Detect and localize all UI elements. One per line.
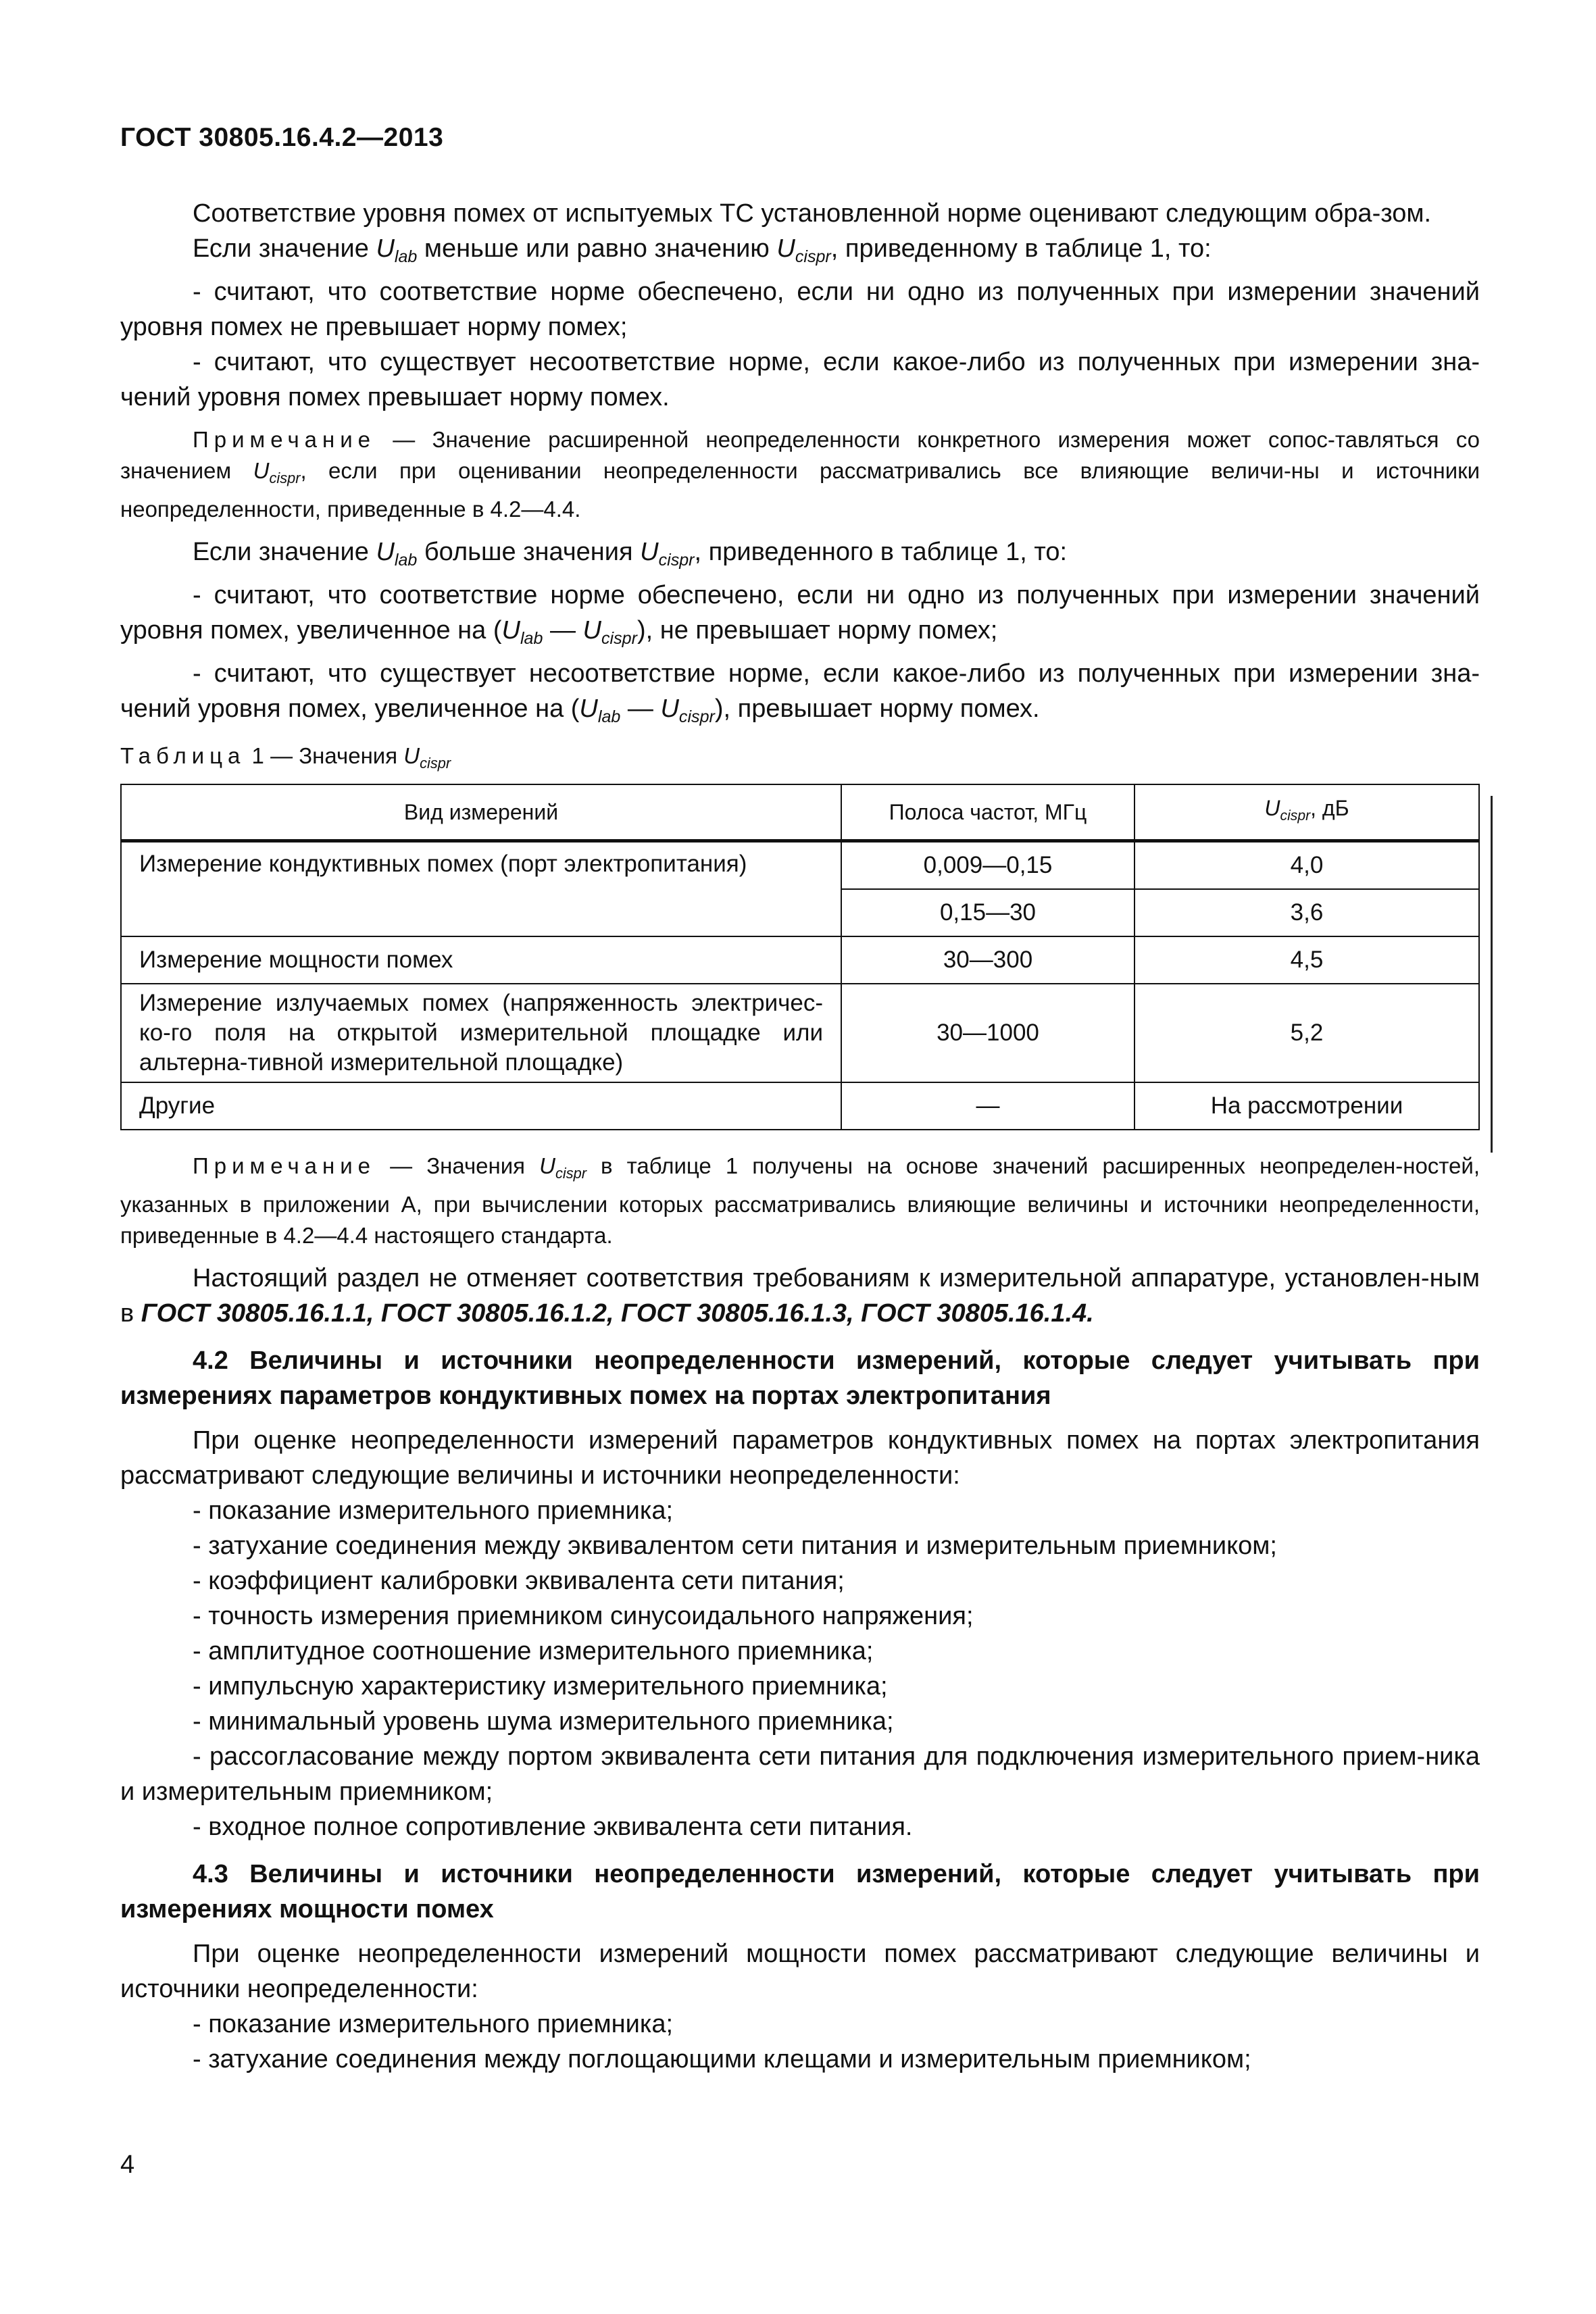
paragraph: - считают, что соответствие норме обеспечено, если ни одно из полученных при измерении значений уровня помех не превышает норму помех; [120, 278, 1480, 342]
table-row [121, 1082, 1479, 1130]
table-caption: Таблица 1 — Значения $U_{cispr}$ [120, 743, 451, 772]
table-cell: 0,009—0,15 [841, 841, 1134, 890]
paragraph: - считают, что существует несоответствие норме, если какое-либо из полученных при измерении зна-чений уровня помех, увеличенное на ($U_{lab}$ — $U_{cispr}$), превышает норму помех. [120, 659, 1480, 727]
paragraph: При оценке неопределенности измерений мощности помех рассматривают следующие величины и источники неопределенности: [120, 1939, 1480, 2003]
document-body [120, 196, 1480, 2077]
table-cell: 4,5 [1134, 936, 1479, 984]
table-cell: На рассмотрении [1134, 1082, 1479, 1130]
paragraph: Если значение $U_{lab}$ меньше или равно значению $U_{cispr}$, приведенному в таблице 1, то: [193, 234, 1212, 267]
list-item: - минимальный уровень шума измерительного приемника; [193, 1707, 894, 1736]
paragraph: Если значение $U_{lab}$ больше значения $U_{cispr}$, приведенного в таблице 1, то: [193, 537, 1068, 570]
page-number: 4 [120, 2150, 135, 2179]
table-row [121, 841, 1479, 890]
table-row [121, 936, 1479, 984]
table-header-cell: $U_{cispr}$, дБ [1134, 784, 1479, 841]
table-row [121, 984, 1479, 1082]
paragraph: - считают, что соответствие норме обеспечено, если ни одно из полученных при измерении значений уровня помех, увеличенное на ($U_{lab}$ — $U_{cispr}$), не превышает норму помех; [120, 581, 1480, 649]
standard-references: ГОСТ 30805.16.1.1, ГОСТ 30805.16.1.2, ГОСТ 30805.16.1.3, ГОСТ 30805.16.1.4. [141, 1299, 1094, 1328]
note: Примечание — Значения $U_{cispr}$ в таблице 1 получены на основе значений расширенных неопределен-ностей, указанных в приложении А, при вычислении которых рассматривались влияющие величины и источники неопределенности, приведенные в 4.2—4.4 настоящего стандарта. [120, 1153, 1480, 1248]
paragraph: - считают, что существует несоответствие норме, если какое-либо из полученных при измерении зна-чений уровня помех превышает норму помех. [120, 348, 1480, 412]
table-cell: 0,15—30 [841, 889, 1134, 936]
table-cell: Другие [121, 1082, 841, 1130]
table-header-cell: Полоса частот, МГц [841, 784, 1134, 841]
table-cell: 4,0 [1134, 841, 1479, 890]
section-heading: 4.3 Величины и источники неопределенности измерений, которые следует учитывать при измерениях мощности помех [120, 1859, 1480, 1923]
paragraph: При оценке неопределенности измерений параметров кондуктивных помех на портах электропитания рассматривают следующие величины и источники неопределенности: [120, 1426, 1480, 1490]
document-header: ГОСТ 30805.16.4.2—2013 [120, 123, 444, 152]
ucispr-table [120, 784, 1480, 1130]
margin-rule [1491, 796, 1493, 1153]
table-header-cell: Вид измерений [121, 784, 841, 841]
table-cell: Измерение мощности помех [121, 936, 841, 984]
list-item: - рассогласование между портом эквивалента сети питания для подключения измерительного прием-ника и измерительным приемником; [120, 1742, 1480, 1806]
list-item: - показание измерительного приемника; [193, 1496, 674, 1525]
table-cell: 30—300 [841, 936, 1134, 984]
paragraph: Настоящий раздел не отменяет соответствия требованиям к измерительной аппаратуре, установлен-ным в ГОСТ 30805.16.1.1, ГОСТ 30805.16.1.2, ГОСТ 30805.16.1.3, ГОСТ 30805.16.1.4. [120, 1263, 1480, 1328]
list-item: - коэффициент калибровки эквивалента сети питания; [193, 1566, 845, 1595]
list-item: - амплитудное соотношение измерительного приемника; [193, 1636, 874, 1665]
table-cell: Измерение излучаемых помех (напряженность электричес-ко-го поля на открытой измерительной площадке или альтерна-тивной измерительной площадке) [121, 984, 841, 1082]
table-cell: — [841, 1082, 1134, 1130]
note: Примечание — Значение расширенной неопределенности конкретного измерения может сопос-тавляться со значением $U_{cispr}$, если при оценивании неопределенности рассматривались все влияющие величи-ны и источники неопределенности, приведенные в 4.2—4.4. [120, 427, 1480, 522]
paragraph: Соответствие уровня помех от испытуемых ТС установленной норме оценивают следующим обра-зом. [193, 199, 1432, 228]
list-item: - затухание соединения между поглощающими клещами и измерительным приемником; [193, 2044, 1251, 2073]
list-item: - затухание соединения между эквивалентом сети питания и измерительным приемником; [193, 1531, 1277, 1560]
list-item: - входное полное сопротивление эквивалента сети питания. [193, 1812, 913, 1841]
table-cell: 30—1000 [841, 984, 1134, 1082]
list-item: - импульсную характеристику измерительного приемника; [193, 1671, 888, 1701]
list-item: - точность измерения приемником синусоидального напряжения; [193, 1601, 974, 1630]
list-item: - показание измерительного приемника; [193, 2009, 674, 2038]
table-cell: Измерение кондуктивных помех (порт электропитания) [121, 841, 841, 937]
document-page [120, 0, 1480, 2314]
table-cell: 3,6 [1134, 889, 1479, 936]
table-cell: 5,2 [1134, 984, 1479, 1082]
table-header-row [121, 784, 1479, 841]
section-heading: 4.2 Величины и источники неопределенности измерений, которые следует учитывать при измерениях параметров кондуктивных помех на портах электропитания [120, 1346, 1480, 1410]
